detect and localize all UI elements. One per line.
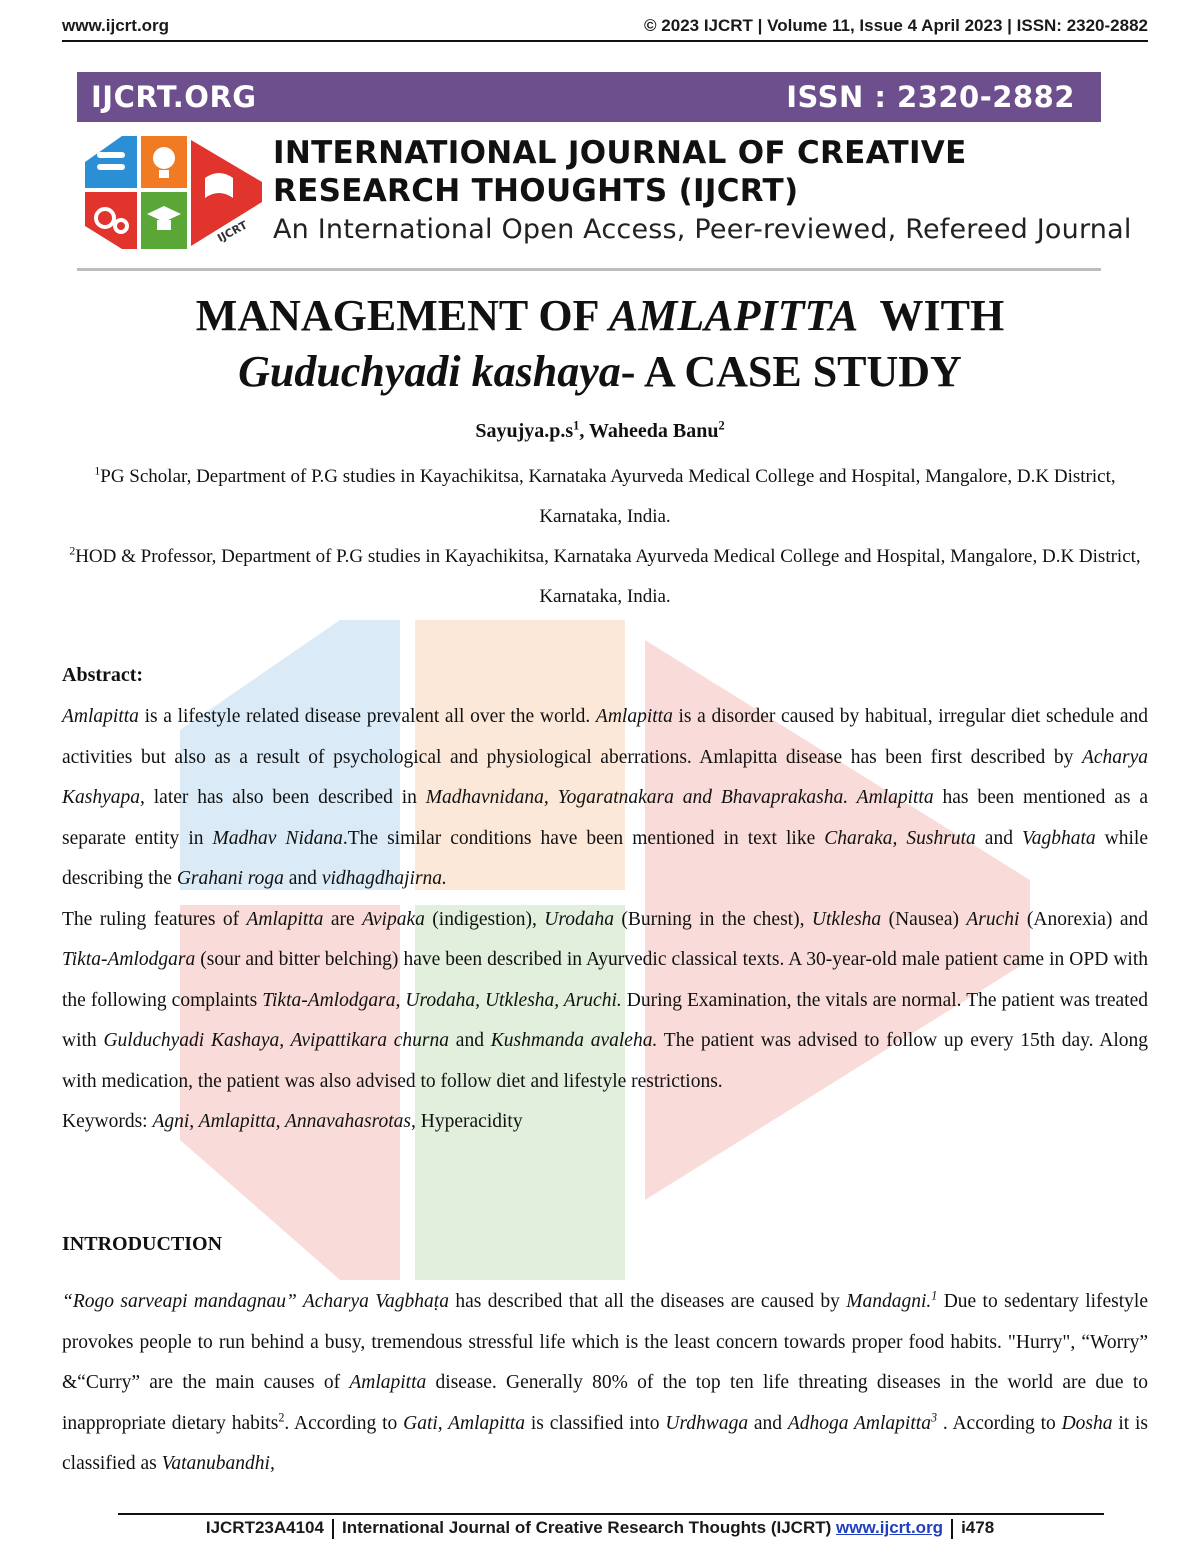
text-run: while describing the [62,827,1148,889]
text-run: , Hyperacidity [411,1111,523,1132]
abstract-heading: Abstract: [62,664,144,686]
text-run: 3 [930,1410,937,1424]
running-header [62,14,1148,40]
article-title-line2: Guduchyadi kashaya- A CASE STUDY [238,347,962,396]
text-run: Amlapitta [595,706,673,727]
introduction-heading: INTRODUCTION [62,1233,223,1255]
text-run: Tikta-Amlodgara [62,949,196,970]
logo-blue-tile [85,136,137,188]
text-run: Dosha [1061,1412,1113,1434]
text-run: Avipaka [362,908,425,930]
article-code: IJCRT23A4104 [205,1518,324,1537]
text-run: Amlapitta [246,908,324,930]
text-run: is a lifestyle related disease prevalent all over the world. [138,706,596,727]
text-run: The patient was advised to follow up every 15th day. Along with medication, the patient was also advised to follow diet and lifestyle restrictions. [62,1030,1148,1092]
page-number: i478 [961,1518,995,1537]
text-run: Madhav Nidana [212,827,343,849]
abstract-paragraph-1 [62,697,1148,900]
text-run: Keywords: [62,1111,153,1132]
text-run: Adhoga Amlapitta [787,1412,931,1434]
text-run: are [323,908,363,930]
text-run: Agni, Amlapitta, Annavahasrotas [152,1111,412,1132]
banner-site: IJCRT.ORG [91,80,257,114]
author-1: Sayujya.p.s [475,420,574,442]
article-title [0,288,1200,400]
introduction-body [62,1282,1148,1485]
keywords [62,1102,1148,1143]
text-run: Aruchi [966,908,1020,930]
banner-issn: ISSN : 2320-2882 [786,80,1075,114]
text-run: “Rogo sarveapi mandagnau” Acharya Vagbhaṭa [62,1291,449,1312]
abstract-body [62,697,1148,1143]
text-run: Mandagni. [846,1291,932,1312]
text-run: it is classified as [62,1412,1148,1474]
text-run: is classified into [525,1412,666,1434]
text-run: disease. Generally 80% of the top ten life threating diseases in the world are due to inappropriate dietary habits [62,1372,1148,1434]
text-run: (Anorexia) and [1019,908,1148,930]
text-run: Vatanubandhi, [161,1453,275,1474]
text-run: (sour and bitter belching) have been described in Ayurvedic classical texts. A 30-year-old male patient came in OPD with the following complaints [62,949,1148,1011]
text-run: Grahani roga [176,868,284,889]
text-run: Acharya Kashyapa, [62,746,1148,808]
text-run: Utklesha [811,908,882,930]
footer-url[interactable]: www.ijcrt.org [836,1518,944,1537]
text-run: and [975,827,1022,849]
ijcrt-logo [77,130,267,255]
text-run: .The similar conditions have been mentioned in text like [342,827,825,849]
article-title-line1: MANAGEMENT OF AMLAPITTA WITH [195,291,1005,340]
page-footer [0,1518,1200,1539]
masthead-rule [77,268,1101,271]
text-run: . According to [284,1412,404,1434]
logo-red-tile [85,192,137,249]
text-run: Amlapitta [62,706,139,727]
text-run: Charaka, Sushruta [824,827,976,849]
text-run: Amlapitta [349,1372,427,1393]
text-run: and [748,1412,788,1434]
author-line: $Sayujya.p.s^1$, Waheeda Banu$^2$ [475,418,725,442]
text-run: has described that all the diseases are caused by [448,1291,847,1312]
text-run: vidhagdhajirna. [321,868,447,889]
text-run: later has also been described in [144,787,426,808]
logo-text: IJCRT [215,218,250,245]
text-run: 2 [278,1410,285,1424]
journal-title [273,134,967,210]
text-run: Tikta-Amlodgara, Urodaha, Utklesha, Aruchi. [262,989,622,1011]
text-run: 1 [931,1288,938,1303]
footer-rule [118,1513,1104,1515]
site-url[interactable]: www.ijcrt.org [62,16,170,35]
text-run: (Nausea) [881,908,967,930]
text-run: and [449,1030,491,1051]
affiliation-1: $^1$PG Scholar, Department of P.G studies in Kayachikitsa, Karnataka Ayurveda Medical College and Hospital, Mangalore, D.K District, Karnataka, India. [94,464,1116,527]
journal-subtitle: An International Open Access, Peer-reviewed, Refereed Journal [273,214,1132,245]
text-run: Gulduchyadi Kashaya, Avipattikara churna [103,1030,450,1051]
text-run: and [283,868,322,889]
text-run: During Examination, the vitals are normal. The patient was treated with [62,989,1148,1051]
journal-title-line1: INTERNATIONAL JOURNAL OF CREATIVE [273,135,967,171]
author-2: Waheeda Banu [588,420,719,442]
text-run: . According to [937,1412,1062,1434]
text-run: Urodaha [544,908,614,930]
text-run: The ruling features of [62,908,247,930]
abstract-paragraph-2 [62,900,1148,1103]
text-run: is a disorder caused by habitual, irregular diet schedule and activities but also as a result of psychological and physiological aberrations. Amlapitta disease has been first described by [62,706,1148,768]
header-rule [62,40,1148,42]
text-run: Gati, Amlapitta [403,1412,526,1434]
text-run: (indigestion), [424,908,545,930]
text-run: Due to sedentary lifestyle provokes people to run behind a busy, tremendous stressful life which is the least concern towards proper food habits. "Hurry", “Worry” &“Curry” are the main causes of [62,1291,1149,1393]
text-run: Madhavnidana, Yogaratnakara and Bhavaprakasha. Amlapitta [425,787,934,808]
affiliation-2: $^2$HOD & Professor, Department of P.G studies in Kayachikitsa, Karnataka Ayurveda Medical College and Hospital, Mangalore, D.K District, Karnataka, India. [69,544,1141,607]
journal-title-line2: RESEARCH THOUGHTS (IJCRT) [273,173,799,209]
text-run: has been mentioned as a separate entity in [62,787,1148,849]
issue-info: © 2023 IJCRT | Volume 11, Issue 4 April 2023 | ISSN: 2320-2882 [644,16,1148,35]
text-run: Kushmanda avaleha. [490,1030,658,1051]
text-run: Vagbhata [1021,827,1096,849]
journal-banner [77,72,1101,122]
introduction-paragraph-1 [62,1282,1148,1485]
text-run: (Burning in the chest), [613,908,812,930]
text-run: Urdhwaga [665,1412,749,1434]
footer-journal: International Journal of Creative Research Thoughts (IJCRT) [341,1518,832,1537]
